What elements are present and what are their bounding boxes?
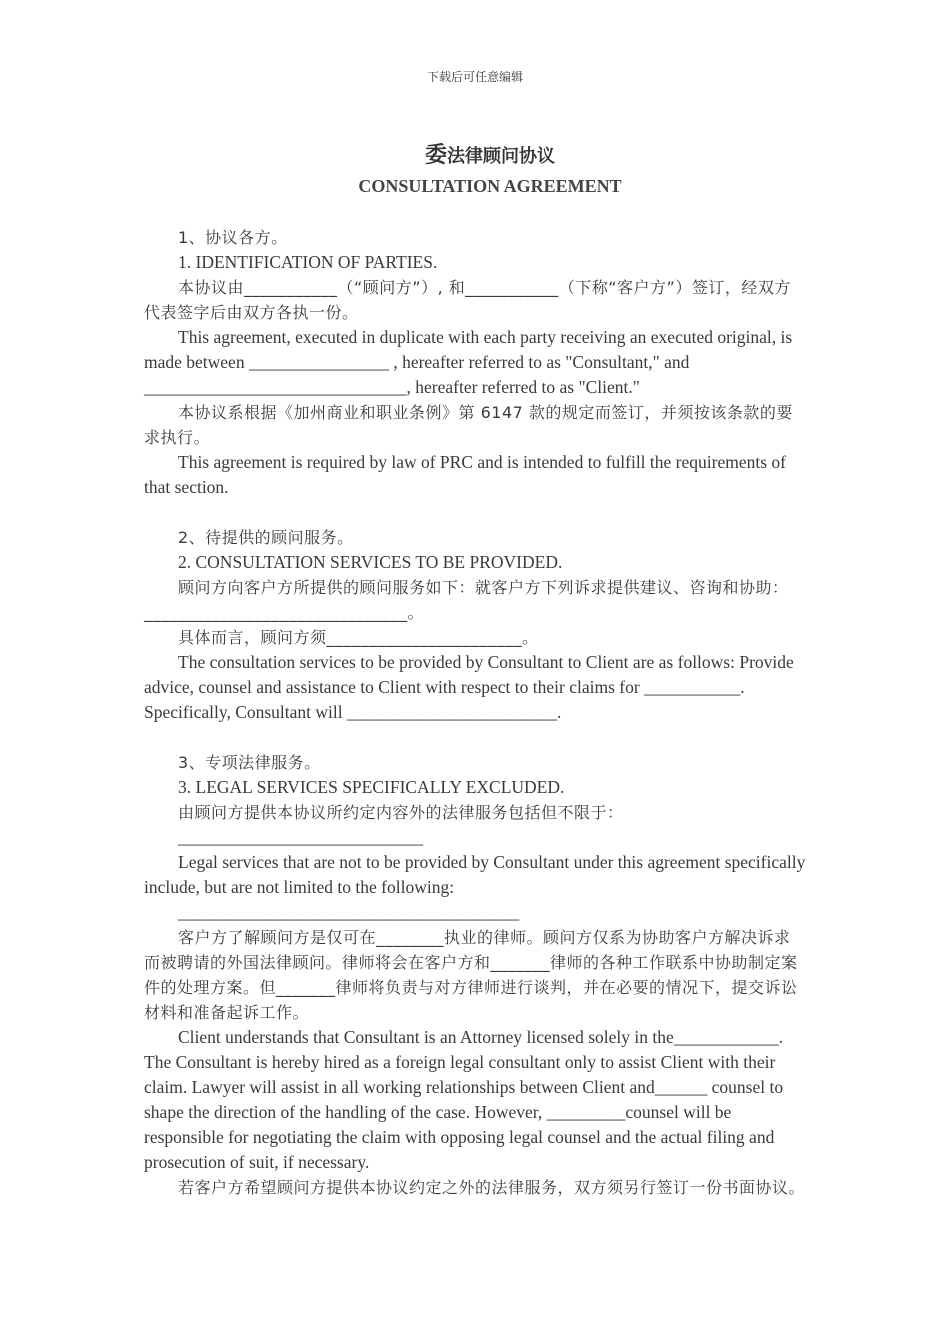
title-chinese-rest: 法律顾问协议 — [447, 146, 555, 167]
title-chinese-first-char: 委 — [424, 142, 447, 168]
header-note: 下载后可任意编辑 — [426, 70, 523, 84]
section-1-paragraph-1-cn: 本协议由___________（“顾问方”）, 和___________（下称“客户方”）签订，经双方代表签字后由双方各执一份。 — [144, 278, 791, 322]
section-2-heading-en: 2. CONSULTATION SERVICES TO BE PROVIDED. — [178, 552, 563, 572]
section-3-paragraph-1-en-blank: _______________________________________ — [178, 902, 520, 922]
title-english: CONSULTATION AGREEMENT — [358, 176, 622, 196]
section-3-paragraph-2-en: Client understands that Consultant is an Attorney licensed solely in the____________. The Consultant is hereby hired as a foreign legal consultant only to assist Client with their claim. Lawyer will assist in all working relationships between Client and______ counsel to shape the direction of the handling of the case. However, _________counsel will be responsible for negotiating the claim with opposing legal counsel and the actual filing and prosecution of suit, if necessary. — [144, 1027, 784, 1172]
section-3-paragraph-1-cn-blank: ____________________________ — [178, 827, 423, 847]
section-1-heading-en: 1. IDENTIFICATION OF PARTIES. — [178, 252, 438, 272]
section-1-heading-cn: 1、协议各方。 — [178, 228, 288, 247]
title-chinese — [0, 138, 950, 169]
section-2-paragraph-1-cn: 顾问方向客户方所提供的顾问服务如下：就客户方下列诉求提供建议、咨询和协助：_______________________________。 — [144, 578, 789, 622]
section-2-paragraph-1-en: The consultation services to be provided by Consultant to Client are as follows: Provide advice, counsel and assistance to Client with respect to their claims for ___________. Specifically, Consultant will ________________________. — [144, 652, 794, 722]
section-3-paragraph-1-en: Legal services that are not to be provided by Consultant under this agreement specifically include, but are not limited to the following: — [144, 852, 806, 897]
section-3-heading-en: 3. LEGAL SERVICES SPECIFICALLY EXCLUDED. — [178, 777, 565, 797]
section-3-paragraph-2-cn: 客户方了解顾问方是仅可在________执业的律师。顾问方仅系为协助客户方解决诉求而被聘请的外国法律顾问。律师将会在客户方和_______律师的各种工作联系中协助制定案件的处理方案。但_______律师将负责与对方律师进行谈判，并在必要的情况下，提交诉讼材料和准备起诉工作。 — [144, 928, 798, 1022]
section-3-paragraph-3-cn: 若客户方希望顾问方提供本协议约定之外的法律服务，双方须另行签订一份书面协议。 — [178, 1178, 806, 1197]
section-1-paragraph-2-en: This agreement is required by law of PRC and is intended to fulfill the requirements of that section. — [144, 452, 786, 497]
section-1-paragraph-2-cn: 本协议系根据《加州商业和职业条例》第 6147 款的规定而签订，并须按该条款的要求执行。 — [144, 403, 793, 447]
section-2-heading-cn: 2、待提供的顾问服务。 — [178, 528, 354, 547]
section-1-paragraph-1-en: This agreement, executed in duplicate with each party receiving an executed original, is made between ________________ , hereafter referred to as "Consultant," and ______________________________, hereafter referred to as "Client." — [144, 327, 793, 397]
section-3-paragraph-1-cn: 由顾问方提供本协议所约定内容外的法律服务包括但不限于： — [178, 803, 624, 822]
section-spacer — [144, 500, 806, 525]
section-spacer — [144, 725, 806, 750]
document-body — [144, 225, 806, 1200]
section-3-heading-cn: 3、专项法律服务。 — [178, 753, 321, 772]
section-2-paragraph-2-cn: 具体而言，顾问方须_______________________。 — [178, 628, 539, 647]
